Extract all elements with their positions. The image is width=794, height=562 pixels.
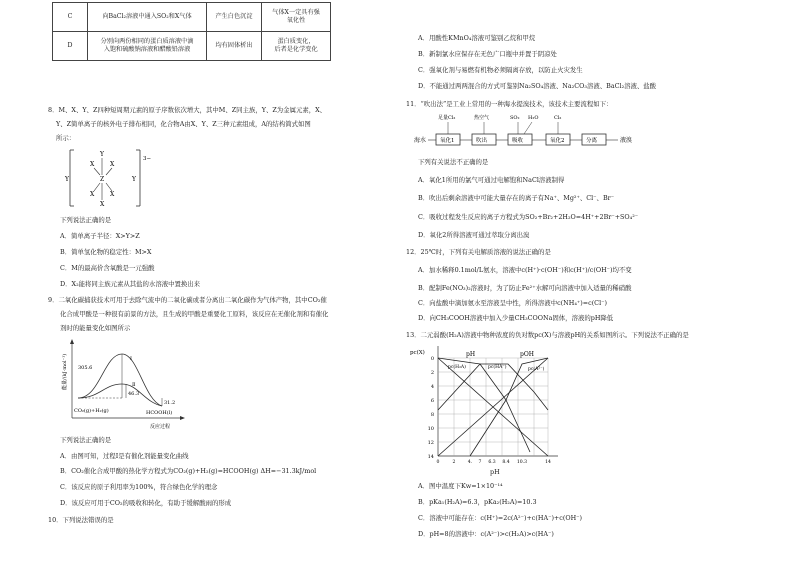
q12-option-d: D．向CH₃COOH溶液中加入少量CH₃COONa固体，溶液的pH降低 bbox=[418, 314, 614, 322]
x-tick: 0 bbox=[436, 460, 440, 465]
q13-option-b: B．pKa₁(H₂A)=6.3，pKa₂(H₂A)=10.3 bbox=[418, 498, 537, 506]
cell-line: 分別向两份相同的蛋白质溶液中滴 bbox=[100, 38, 194, 45]
q11-ask: 下列有关说法不正确的是 bbox=[418, 158, 489, 166]
x-tick: 7 bbox=[478, 460, 482, 465]
flow-start: 海水 bbox=[414, 137, 427, 144]
struct-x: X bbox=[110, 161, 115, 168]
flow-step-1: 氧化1 bbox=[440, 138, 455, 144]
q8-structure-diagram bbox=[66, 148, 156, 210]
q8-option-b: B．简单氢化物的稳定性：M>X bbox=[60, 248, 152, 256]
x-tick: 6.3 bbox=[488, 460, 496, 465]
flow-input: Cl₂ bbox=[554, 115, 562, 121]
q10-option-a: A．用酸性KMnO₄溶液可鉴别乙烷和甲烷 bbox=[418, 34, 536, 42]
struct-charge: 3− bbox=[143, 156, 152, 162]
y-tick: 12 bbox=[427, 440, 434, 446]
q9-reactants: CO₂(g)+H₂(g) bbox=[74, 408, 109, 414]
table-cell: C bbox=[53, 3, 88, 32]
cell-line: 氧化性 bbox=[286, 17, 306, 24]
q10-option-b: B．新制氯水应保存在无色广口瓶中并置于阴凉处 bbox=[418, 50, 557, 58]
q12-stem: 12．25℃时，下列有关电解质溶液的说法正确的是 bbox=[406, 248, 551, 256]
q9-energy-diagram bbox=[60, 338, 190, 430]
q11-option-a: A．氧化1所用的氯气可通过电解饱和NaCl溶液制得 bbox=[418, 176, 565, 184]
table-row bbox=[53, 3, 331, 32]
q11-option-b: B．吹出后剩余溶液中可能大量存在的离子有Na⁺、Mg²⁺、Cl⁻、Br⁻ bbox=[418, 194, 615, 202]
q8-option-d: D．X₂能将同主族元素从其盐的水溶液中置换出来 bbox=[60, 280, 201, 288]
q8-stem-line: 所示： bbox=[56, 134, 76, 142]
flow-input: 热空气 bbox=[474, 115, 490, 121]
q11-option-c: C．吸收过程发生反应的离子方程式为SO₂+Br₂+2H₂O=4H⁺+2Br⁻+SO₄²⁻ bbox=[418, 213, 639, 221]
struct-x: X bbox=[110, 191, 115, 198]
struct-x: X bbox=[90, 191, 95, 198]
cell-line: 后者是化学变化 bbox=[274, 46, 318, 53]
table-cell: 均有固体析出 bbox=[207, 32, 262, 61]
q8-stem-line: Y、Z简单离子的核外电子排布相同，化合物A由X、Y、Z三种元素组成，A的结构简式如图 bbox=[56, 120, 311, 128]
flow-input: H₂O bbox=[528, 115, 539, 121]
flow-step-2: 吹出 bbox=[476, 138, 488, 144]
q13-label-a: pc(A²⁻) bbox=[528, 367, 545, 372]
q13-label-ph: pH bbox=[466, 351, 476, 358]
struct-y-left: Y bbox=[65, 176, 69, 183]
q9-xlabel: 反应过程 bbox=[150, 424, 171, 430]
table-cell bbox=[262, 32, 331, 61]
q12-option-b: B．配制Fe(NO₃)₂溶液时，为了防止Fe²⁺水解可向溶液中加入适量的稀硝酸 bbox=[418, 284, 632, 292]
y-tick: 8 bbox=[430, 412, 434, 418]
q9-value-305: 305.6 bbox=[78, 365, 93, 371]
struct-y-right: Y bbox=[132, 176, 136, 183]
y-tick: 6 bbox=[430, 398, 434, 404]
q9-option-b: B．CO₂催化合成甲酸的热化学方程式为CO₂(g)+H₂(g)=HCOOH(g) ΔH=−31.3kJ/mol bbox=[60, 467, 317, 475]
flow-step-3: 吸收 bbox=[512, 138, 524, 144]
struct-x: X bbox=[100, 201, 105, 208]
q13-label-h2a: pc(H₂A) bbox=[448, 365, 466, 370]
x-tick: 4. bbox=[467, 460, 473, 465]
table-cell bbox=[88, 32, 207, 61]
y-tick: 4 bbox=[430, 384, 434, 390]
flow-input: 足量Cl₂ bbox=[438, 115, 456, 121]
flow-step-4: 氧化2 bbox=[550, 138, 565, 144]
y-tick: 14 bbox=[427, 454, 434, 460]
q11-stem: 11．“吹出法”是工业上常用的一种海水提溴技术，该技术主要流程如下： bbox=[406, 100, 613, 108]
q9-value-46: 46.3 bbox=[128, 391, 140, 397]
y-tick: 0 bbox=[430, 356, 434, 362]
q9-option-d: D．该反应可用于CO₂的吸收和转化，有助于缓解酸雨的形成 bbox=[60, 499, 232, 507]
q9-curve-2: Ⅱ bbox=[132, 382, 136, 388]
q10-option-d: D．不能通过两两混合的方式可鉴别Na₂SO₄溶液、Na₂CO₃溶液、BaCl₂溶液、盐酸 bbox=[418, 82, 657, 90]
x-tick: 14 bbox=[545, 460, 551, 465]
q8-option-c: C．M的最高价含氧酸是一元强酸 bbox=[60, 264, 155, 272]
q9-product: HCOOH(l) bbox=[146, 410, 173, 416]
table-cell: 向BaCl₂溶液中通入SO₂和X气体 bbox=[88, 3, 207, 32]
q13-option-a: A．图中温度下Kw=1×10⁻¹⁴ bbox=[418, 482, 503, 490]
table-cell: D bbox=[53, 32, 88, 61]
cell-line: 气体X一定具有强 bbox=[272, 9, 320, 16]
q10-stem: 10．下列说法错误的是 bbox=[48, 516, 114, 524]
q10-option-c: C．强氧化剂与易燃有机物必须隔离存放，以防止火灾发生 bbox=[418, 66, 583, 74]
x-tick: 2 bbox=[452, 460, 456, 465]
x-tick: 10.3 bbox=[516, 460, 528, 465]
q12-option-a: A．加水稀释0.1mol/L氨水，溶液中c(H⁺)·c(OH⁻)和c(H⁺)/c(OH⁻)均不变 bbox=[418, 266, 632, 274]
struct-x: X bbox=[90, 161, 95, 168]
q8-ask: 下列说法正确的是 bbox=[60, 216, 112, 224]
q13-option-c: C．溶液中可能存在：c(H⁺)=2c(A²⁻)+c(HA⁻)+c(OH⁻) bbox=[418, 514, 583, 522]
table-row bbox=[53, 32, 331, 61]
y-tick: 10 bbox=[427, 426, 434, 432]
x-tick: 8.4 bbox=[502, 460, 510, 465]
flow-input: SO₂ bbox=[510, 115, 520, 121]
q8-option-a: A．简单离子半径：X>Y>Z bbox=[60, 232, 140, 240]
q11-flow-diagram bbox=[414, 112, 654, 150]
q9-stem-line: 剂时的能量变化如图所示 bbox=[60, 324, 131, 332]
q9-option-a: A．由图可知，过程Ⅰ是有催化剂能量变化曲线 bbox=[60, 452, 189, 460]
q12-option-c: C．向盐酸中滴加氨水至溶液呈中性，所得溶液中c(NH₄⁺)=c(Cl⁻) bbox=[418, 299, 607, 307]
struct-z: Z bbox=[100, 176, 105, 183]
table-cell: 产生白色沉淀 bbox=[207, 3, 262, 32]
cell-line: 蛋白质变化， bbox=[277, 38, 315, 45]
flow-end: 液溴 bbox=[620, 137, 633, 144]
q9-stem-line: 化合成甲酸是一种很有前景的方法，且生成的甲酸是重要化工原料，该反应在无催化剂和有催化 bbox=[60, 310, 329, 318]
flow-step-5: 分离 bbox=[586, 138, 598, 144]
q13-stem: 13．二元弱酸(H₂A)溶液中物种浓度的负对数pc(X)与溶液pH的关系如图所示。下列说法不正确的是 bbox=[406, 331, 689, 339]
q13-ylabel: pc(X) bbox=[410, 350, 425, 356]
cell-line: 入饱和硫酸钠溶液和醋酸铅溶液 bbox=[103, 46, 191, 53]
q9-ylabel: 能量/(kJ·mol⁻¹) bbox=[62, 353, 68, 390]
y-tick: 2 bbox=[430, 370, 434, 376]
q9-stem-line: 9．二氧化碳捕获技术可用于去除气流中的二氧化碳或者分离出二氧化碳作为气体产物，其中CO₂催 bbox=[48, 296, 327, 304]
q13-label-ha: pc(HA⁻) bbox=[488, 365, 507, 370]
q13-label-poh: pOH bbox=[520, 351, 534, 358]
q9-curve-1: Ⅰ bbox=[130, 356, 132, 362]
table-cell bbox=[262, 3, 331, 32]
q8-stem-line: 8．M、X、Y、Z四种短周期元素的原子序数依次增大，其中M、Z同主族，Y、Z为金属元素，X、 bbox=[48, 106, 327, 114]
struct-y-top: Y bbox=[100, 151, 104, 158]
q9-value-31: 31.2 bbox=[164, 400, 176, 406]
q9-ask: 下列说法正确的是 bbox=[60, 436, 112, 444]
q9-option-c: C．该反应的原子利用率为100%，符合绿色化学的理念 bbox=[60, 483, 218, 491]
q7-table bbox=[52, 2, 331, 61]
q13-pc-ph-graph bbox=[410, 340, 570, 468]
q13-xlabel: pH bbox=[490, 468, 500, 476]
q11-option-d: D．氧化2所得溶液可通过萃取分离出溴 bbox=[418, 231, 530, 239]
q13-option-d: D．pH=8的溶液中：c(A²⁻)>c(H₂A)>c(HA⁻) bbox=[418, 530, 554, 538]
